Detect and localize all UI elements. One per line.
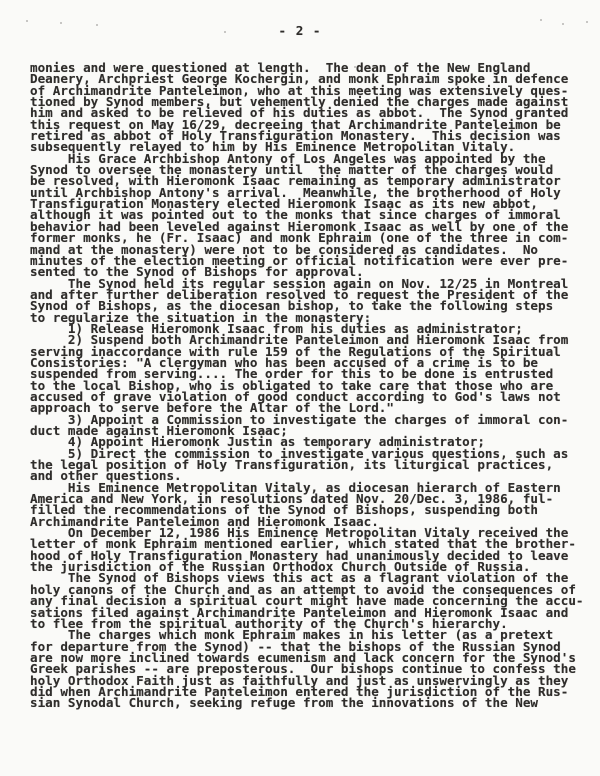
text-line: until Archbishop Antony's arrival. Meanwhile, the brotherhood of Holy <box>30 184 561 200</box>
text-line: duct made against Hieromonk Isaac; <box>30 423 288 438</box>
text-line: Deanery, Archpriest George Kochergin, and monk Ephraim spoke in defence <box>30 71 569 87</box>
text-line: former monks, he (Fr. Isaac) and monk Ephraim (one of the three in com- <box>30 230 569 246</box>
text-line: to flee from the spiritual authority of the Church's hierarchy. <box>30 615 508 631</box>
text-line: America and New York, in resolutions dated Nov. 20/Dec. 3, 1986, ful- <box>30 491 554 507</box>
text-line: to the local Bishop, who is obligated to take care that those who are <box>30 377 554 393</box>
scan-speck <box>540 19 542 21</box>
text-line: The Synod of Bishops views this act as a flagrant violation of the <box>30 570 569 586</box>
text-line: did when Archimandrite Panteleimon entered the jurisdiction of the Rus- <box>30 683 569 699</box>
text-line: 5) Direct the commission to investigate various questions, such as <box>30 445 569 461</box>
text-line: the jurisdiction of the Russian Orthodox Church Outside of Russia. <box>30 559 531 575</box>
text-line: although it was pointed out to the monks that since charges of immoral <box>30 207 561 223</box>
text-line: and after further deliberation resolved to request the President of the <box>30 286 569 302</box>
page-number: - 2 - <box>278 23 322 38</box>
text-line: holy Orthodox Faith just as faithfully and just as unswervingly as they <box>30 672 569 688</box>
text-line: Transfiguration Monastery elected Hieromonk Isaac as its new abbot, <box>30 196 538 212</box>
text-line: His Eminence Metropolitan Vitaly, as diocesan hierarch of Eastern <box>30 479 561 495</box>
scan-speck <box>26 20 28 22</box>
text-line: hood of Holy Transfiguration Monastery had unanimously decided to leave <box>30 547 569 563</box>
text-line: minutes of the election meeting or official notification were ever pre- <box>30 252 569 268</box>
text-line: to regularize the situation in the monastery: <box>30 309 372 325</box>
text-line: sented to the Synod of Bishops for approval. <box>30 264 364 280</box>
text-line: holy canons of the Church and as an attempt to avoid the consequences of <box>30 581 576 597</box>
text-line: monies and were questioned at length. The dean of the New England <box>30 60 531 75</box>
text-line: serving inaccordance with rule 159 of the Regulations of the Spiritual <box>30 343 561 359</box>
text-line: sian Synodal Church, seeking refuge from the innovations of the New <box>30 695 538 711</box>
text-line: be resolved, with Hieromonk Isaac remaining as temporary administrator <box>30 173 561 189</box>
text-line: His Grace Archbishop Antony of Los Angeles was appointed by the <box>30 150 546 166</box>
document-body <box>30 62 584 709</box>
text-line: accused of grave violation of good conduct according to God's laws not <box>30 388 561 404</box>
text-line: tioned by Synod members, but vehemently denied the charges made against <box>30 94 569 110</box>
text-line: Synod of Bishops, as the diocesan bishop, to take the following steps <box>30 298 554 314</box>
text-line: him and asked to be relieved of his duties as abbot. The Synod granted <box>30 105 569 121</box>
text-line: The charges which monk Ephraim makes in his letter (as a pretext <box>30 627 554 643</box>
text-line: retired as abbot of Holy Transfiguration Monastery. This decision was <box>30 128 561 144</box>
text-line: this request on May 16/29, decreeing that Archimandrite Panteleimon be <box>30 116 561 132</box>
text-line: The Synod held its regular session again on Nov. 12/25 in Montreal <box>30 275 569 291</box>
text-line: letter of monk Ephraim mentioned earlier, which stated that the brother- <box>30 536 576 552</box>
text-line: 2) Suspend both Archimandrite Panteleimon and Hieromonk Isaac from <box>30 332 569 348</box>
text-line: for departure from the Synod) -- that the bishops of the Russian Synod <box>30 638 561 654</box>
text-line: 3) Appoint a Commission to investigate the charges of immoral con- <box>30 411 569 427</box>
text-line: mand at the monastery) were not to be considered as candidates. No <box>30 241 538 257</box>
text-line: Consistories: "A clergyman who has been accused of a crime is to be <box>30 354 538 370</box>
text-line: are now more inclined towards ecumenism and lack concern for the Synod's <box>30 649 576 665</box>
text-line: filled the recommendations of the Synod of Bishops, suspending both <box>30 502 538 518</box>
text-line: 1) Release Hieromonk Isaac from his duties as administrator; <box>30 320 523 336</box>
text-line: behavior had been leveled against Hieromonk Isaac as well by one of the <box>30 218 569 234</box>
text-line: 4) Appoint Hieromonk Justin as temporary administrator; <box>30 434 485 450</box>
text-line: the legal position of Holy Transfiguration, its liturgical practices, <box>30 457 554 473</box>
text-line: suspended from serving.... The order for this to be done is entrusted <box>30 366 554 382</box>
text-line: approach to serve before the Altar of the Lord." <box>30 400 394 416</box>
text-line: Greek parishes -- are preposterous. Our bishops continue to confess the <box>30 661 576 677</box>
text-line: Synod to oversee the monastery until the matter of the charges would <box>30 162 554 178</box>
text-line: any final decision a spiritual court might have made concerning the accu- <box>30 593 584 609</box>
text-line: sations filed against Archimandrite Panteleimon and Hieromonk Isaac and <box>30 604 569 620</box>
text-line: On December 12, 1986 His Eminence Metropolitan Vitaly received the <box>30 525 569 541</box>
text-line: of Archimandrite Panteleimon, who at this meeting was extensively ques- <box>30 82 569 98</box>
text-line: Archimandrite Panteleimon and Hieromonk Isaac. <box>30 513 379 529</box>
text-line: subsequently relayed to him by His Eminence Metropolitan Vitaly. <box>30 139 516 155</box>
text-line: and other questions. <box>30 468 182 484</box>
